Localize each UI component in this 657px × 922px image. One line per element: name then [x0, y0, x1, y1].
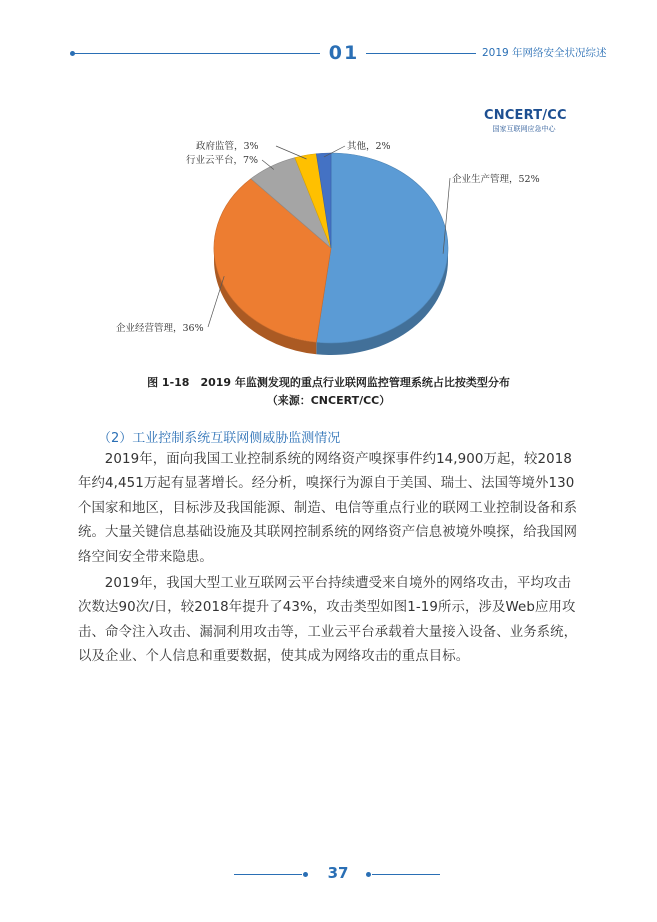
footer-rule-left [234, 874, 302, 875]
label-industry-cloud: 行业云平台，7% [186, 155, 259, 166]
label-enterprise-operation: 企业经营管理，36% [116, 323, 204, 334]
page-number: 37 [327, 864, 349, 882]
figure-source: （来源：CNCERT/CC） [266, 394, 391, 407]
section-heading: （2）工业控制系统互联网侧威胁监测情况 [98, 431, 341, 446]
paragraph-1: 2019年，面向我国工业控制系统的网络资产嗅探事件约14,900万起，较2018年约4,451万起有显著增长。经分析，嗅探行为源自于美国、瑞士、法国等境外130个国家和地区，目标涉及我国能源、制造、电信等重点行业的联网工业控制设备和系统。大量关键信息基础设施及其联网控制系统的网络资产信息被境外嗅探，给我国网络空间安全带来隐患。 [78, 452, 578, 565]
pie-slices [214, 153, 448, 343]
slice-enterprise-operation-leader [208, 276, 224, 327]
label-government: 政府监管，3% [196, 141, 259, 152]
paragraph-2: 2019年，我国大型工业互联网云平台持续遭受来自境外的网络攻击，平均攻击次数达90次/日，较2018年提升了43%，攻击类型如图1-19所示，涉及Web应用攻击、命令注入攻击、漏洞利用攻击等，工业云平台承载着大量接入设备、业务系统，以及企业、个人信息和重要数据，使其成为网络攻击的重点目标。 [78, 576, 578, 665]
slice-enterprise-production [316, 153, 448, 343]
logo-name: CNCERT/CC [484, 108, 567, 123]
running-header-title: 2019 年网络安全状况综述 [482, 47, 607, 59]
pie-chart [0, 0, 657, 370]
figure-caption: 图 1-18 2019 年监测发现的重点行业联网监控管理系统占比按类型分布 [147, 376, 510, 389]
label-enterprise-production: 企业生产管理，52% [452, 174, 540, 185]
footer-rule-right [372, 874, 440, 875]
chapter-number: 01 [328, 42, 360, 64]
slice-government-leader [276, 146, 306, 159]
label-other: 其他，2% [347, 141, 391, 152]
logo-subtitle: 国家互联网应急中心 [492, 125, 556, 133]
